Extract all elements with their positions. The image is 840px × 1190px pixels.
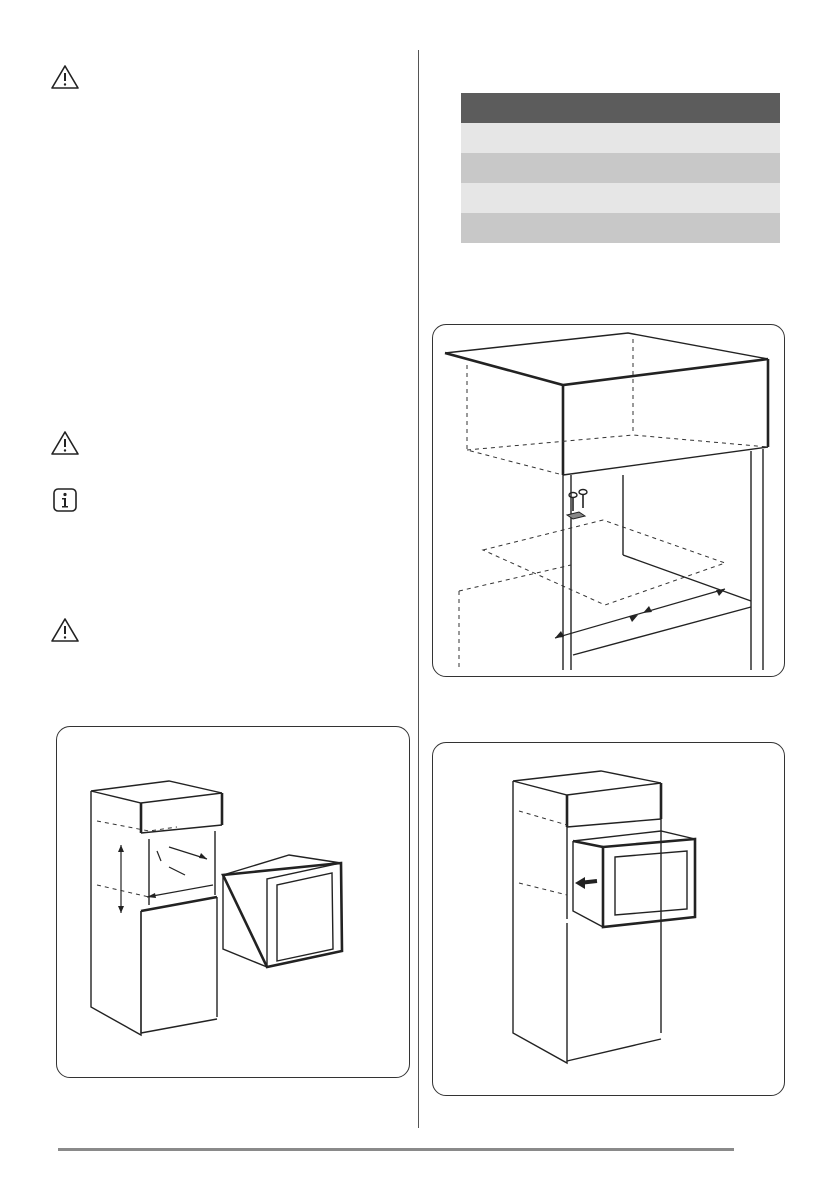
footer-rule bbox=[58, 1148, 734, 1151]
cabinet-screws-illustration bbox=[433, 325, 784, 676]
warning-triangle-icon bbox=[50, 617, 80, 643]
warning-triangle-icon bbox=[50, 64, 80, 90]
table-row bbox=[458, 213, 780, 243]
table-header-row bbox=[458, 93, 780, 123]
warning-triangle-icon bbox=[50, 430, 80, 456]
table-cell bbox=[458, 213, 780, 243]
table-row bbox=[458, 123, 780, 153]
figure-cabinet-screws bbox=[432, 324, 785, 677]
table-cell bbox=[458, 123, 780, 153]
column-divider bbox=[418, 50, 419, 1128]
table-cell bbox=[458, 183, 780, 213]
insert-appliance-illustration bbox=[433, 743, 784, 1095]
info-icon bbox=[50, 488, 80, 514]
cabinet-measurements-illustration bbox=[57, 727, 409, 1077]
table-row bbox=[458, 153, 780, 183]
screw-icon bbox=[567, 490, 587, 520]
table-header-cell bbox=[458, 93, 780, 123]
table-cell bbox=[458, 153, 780, 183]
table-row bbox=[458, 183, 780, 213]
spec-table bbox=[458, 93, 780, 243]
figure-cabinet-measurements bbox=[56, 726, 410, 1078]
figure-insert-appliance bbox=[432, 742, 785, 1096]
